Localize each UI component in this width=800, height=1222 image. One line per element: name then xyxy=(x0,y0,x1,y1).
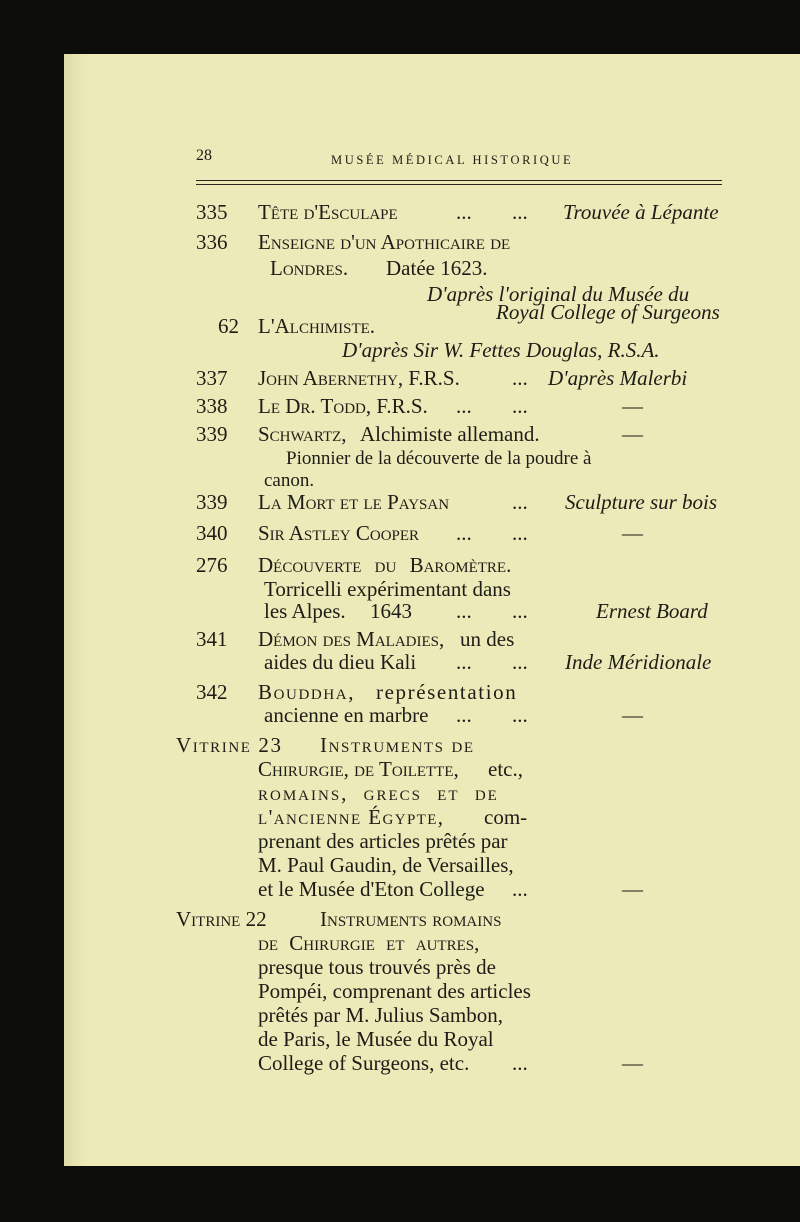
leader-dots: ... xyxy=(456,703,472,727)
entry-line: les Alpes. xyxy=(264,599,346,623)
entry-number: 339 xyxy=(196,490,228,514)
entry-number: 339 xyxy=(196,422,228,446)
vitrine-line: de Paris, le Musée du Royal xyxy=(258,1027,494,1051)
entry-number: 62 xyxy=(218,314,239,338)
leader-dots: ... xyxy=(512,1051,528,1075)
entry-source-dash: — xyxy=(622,394,643,418)
entry-title-cont: un des xyxy=(460,627,515,651)
vitrine-source-dash: — xyxy=(622,1051,643,1075)
entry-note: Pionnier de la découverte de la poudre à xyxy=(286,448,592,469)
leader-dots: ... xyxy=(512,877,528,901)
leader-dots: ... xyxy=(456,599,472,623)
entry-line: aides du dieu Kali xyxy=(264,650,417,674)
entry-source: D'après Sir W. Fettes Douglas, R.S.A. xyxy=(342,338,660,362)
entry-source: Trouvée à Lépante xyxy=(563,200,719,224)
entry-number: 336 xyxy=(196,230,228,254)
entry-source: D'après l'original du Musée du xyxy=(427,282,690,306)
entry-date: Datée 1623. xyxy=(386,256,488,280)
entry-title-cont: représentation xyxy=(376,680,518,704)
entry-note: canon. xyxy=(264,470,315,491)
vitrine-heading: Instruments de xyxy=(320,733,475,757)
entry-source: Inde Méridionale xyxy=(565,650,712,674)
entry-line: ancienne en marbre xyxy=(264,703,429,727)
entry-source-dash: — xyxy=(622,703,643,727)
leader-dots: ... xyxy=(512,650,528,674)
vitrine-line: et le Musée d'Eton College xyxy=(258,877,485,901)
entry-source: Sculpture sur bois xyxy=(565,490,718,514)
entry-number: 338 xyxy=(196,394,228,418)
entry-title: Le Dr. Todd, F.R.S. xyxy=(258,394,428,418)
header-rule-thick xyxy=(196,180,722,181)
entry-year: 1643 xyxy=(370,599,412,623)
entry-title: Sir Astley Cooper xyxy=(258,521,420,545)
entry-source-dash: — xyxy=(622,521,643,545)
vitrine-line: com- xyxy=(484,805,528,829)
entry-line: Torricelli expérimentant dans xyxy=(264,577,511,601)
entry-number: 276 xyxy=(196,553,228,577)
vitrine-heading: Vitrine 22 xyxy=(176,907,267,931)
entry-number: 337 xyxy=(196,366,228,390)
entry-title: Enseigne d'un Apothicaire de xyxy=(258,230,511,254)
vitrine-line: College of Surgeons, etc. xyxy=(258,1051,470,1075)
entry-title: Tête d'Esculape xyxy=(258,200,398,224)
entry-title: Londres. xyxy=(270,256,349,280)
leader-dots: ... xyxy=(512,366,528,390)
entry-subtitle: Alchimiste allemand. xyxy=(360,422,540,446)
entry-source: Royal College of Surgeons xyxy=(496,300,720,324)
entry-title: Découverte du Baromètre. xyxy=(258,553,512,577)
vitrine-line: romains, grecs et de xyxy=(258,781,499,805)
vitrine-line: Pompéi, comprenant des articles xyxy=(258,979,531,1003)
leader-dots: ... xyxy=(512,200,528,224)
entry-source: Ernest Board xyxy=(596,599,708,623)
vitrine-line: etc., xyxy=(488,757,523,781)
vitrine-line: de Chirurgie et autres, xyxy=(258,931,480,955)
header-rule-thin xyxy=(196,184,722,185)
vitrine-line: Chirurgie, de Toilette, xyxy=(258,757,459,781)
entry-title: Démon des Maladies, xyxy=(258,627,445,651)
vitrine-line: M. Paul Gaudin, de Versailles, xyxy=(258,853,514,877)
page-gutter xyxy=(64,54,88,1166)
leader-dots: ... xyxy=(512,599,528,623)
leader-dots: ... xyxy=(512,521,528,545)
vitrine-heading: Instruments romains xyxy=(320,907,502,931)
vitrine-line: prenant des articles prêtés par xyxy=(258,829,508,853)
entry-title: Schwartz, xyxy=(258,422,347,446)
entry-number: 341 xyxy=(196,627,228,651)
leader-dots: ... xyxy=(456,200,472,224)
entry-title: L'Alchimiste. xyxy=(258,314,376,338)
vitrine-source-dash: — xyxy=(622,877,643,901)
entry-title: La Mort et le Paysan xyxy=(258,490,450,514)
leader-dots: ... xyxy=(456,650,472,674)
leader-dots: ... xyxy=(512,394,528,418)
leader-dots: ... xyxy=(456,521,472,545)
leader-dots: ... xyxy=(456,394,472,418)
running-title: MUSÉE MÉDICAL HISTORIQUE xyxy=(331,153,574,167)
vitrine-line: presque tous trouvés près de xyxy=(258,955,496,979)
vitrine-heading: Vitrine 23 xyxy=(176,733,283,757)
leader-dots: ... xyxy=(512,490,528,514)
entry-title: John Abernethy, F.R.S. xyxy=(258,366,460,390)
page-number: 28 xyxy=(196,147,212,164)
leader-dots: ... xyxy=(512,703,528,727)
vitrine-line: prêtés par M. Julius Sambon, xyxy=(258,1003,503,1027)
entry-number: 340 xyxy=(196,521,228,545)
entry-number: 335 xyxy=(196,200,228,224)
entry-title: Bouddha, xyxy=(258,680,356,704)
entry-source-dash: — xyxy=(622,422,643,446)
entry-number: 342 xyxy=(196,680,228,704)
vitrine-line: l'ancienne Égypte, xyxy=(258,805,445,829)
entry-source: D'après Malerbi xyxy=(548,366,688,390)
